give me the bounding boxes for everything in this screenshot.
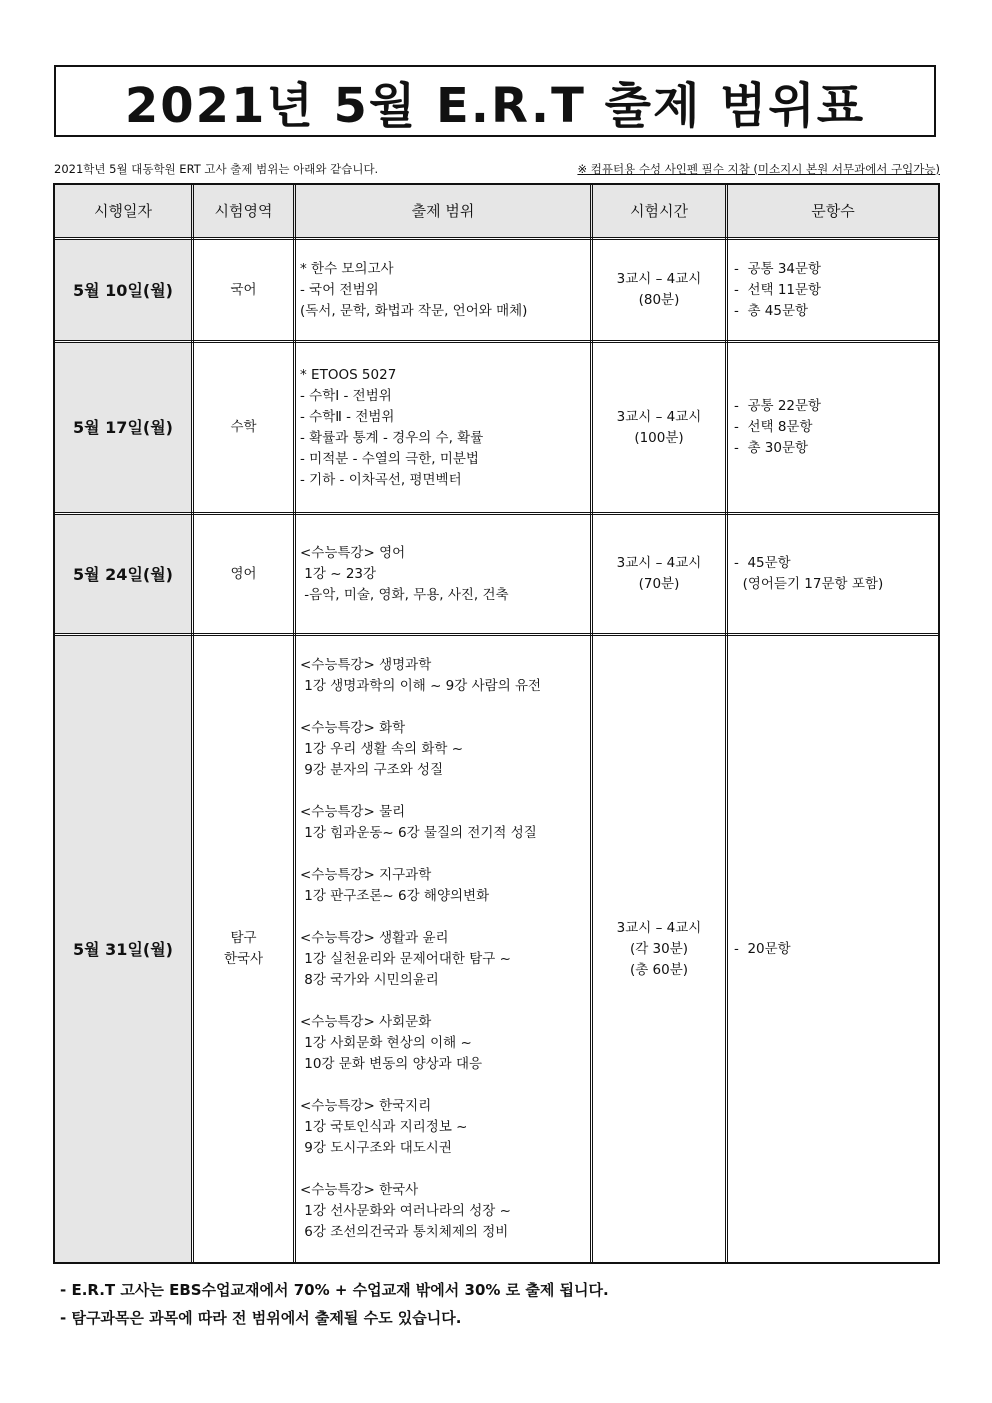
note-2: - 탐구과목은 과목에 따라 전 범위에서 출제될 수도 있습니다.: [60, 1309, 462, 1327]
scope-cell-line: 1강 판구조론~ 6강 해양의변화: [300, 888, 490, 904]
time-cell-line: (70분): [638, 576, 680, 592]
column-divider: [293, 185, 296, 1262]
time-cell-line: 3교시 – 4교시: [616, 271, 702, 287]
questions-cell: [728, 515, 938, 633]
scope-cell: [296, 240, 590, 340]
scope-cell: [296, 515, 590, 633]
scope-cell-line: <수능특강> 한국사: [300, 1182, 419, 1198]
scope-cell-line: <수능특강> 지구과학: [300, 867, 432, 883]
date-cell-line: 5월 17일(월): [73, 418, 173, 437]
time-cell-line: (각 30분): [629, 940, 689, 957]
scope-cell-line: <수능특강> 영어: [300, 544, 406, 561]
date-cell: [55, 515, 191, 633]
scope-cell-line: [300, 781, 590, 802]
scope-cell-line: 1강 실천윤리와 문제어대한 탐구 ~: [300, 951, 511, 967]
scope-cell-line: 6강 조선의건국과 통치체제의 정비: [300, 1224, 509, 1240]
scope-cell-line: 9강 분자의 구조와 성질: [300, 762, 444, 778]
questions-cell-line: - 공통 34문항: [734, 260, 822, 277]
subtitle-left: 2021학년 5월 대동학원 ERT 고사 출제 범위는 아래와 같습니다.: [54, 162, 379, 176]
scope-cell-line: 9강 도시구조와 대도시권: [300, 1140, 452, 1156]
time-cell-line: 3교시 – 4교시: [616, 408, 702, 425]
subject-cell: [194, 343, 293, 512]
table-row: [55, 515, 938, 633]
scope-cell-line: 1강 생명과학의 이해 ~ 9강 사람의 유전: [300, 678, 542, 694]
footer-notes: [60, 1276, 609, 1332]
subject-cell-line: 탐구: [230, 930, 257, 946]
scope-cell: [296, 636, 590, 1262]
questions-cell-line: - 20문항: [734, 940, 791, 957]
time-cell-line: (100분): [634, 429, 684, 446]
scope-cell-line: <수능특강> 물리: [300, 804, 406, 820]
table-row: [55, 343, 938, 512]
scope-cell-line: 1강 사회문화 현상의 이해 ~: [300, 1035, 472, 1051]
date-cell: [55, 240, 191, 340]
scope-cell-line: -음악, 미술, 영화, 무용, 사진, 건축: [300, 586, 509, 603]
questions-cell: [728, 240, 938, 340]
scope-cell-line: <수능특강> 생활과 윤리: [300, 930, 449, 946]
table-row: [55, 636, 938, 1262]
scope-cell-line: [300, 697, 590, 718]
scope-cell-line: <수능특강> 사회문화: [300, 1014, 432, 1030]
scope-cell-line: [300, 1075, 590, 1096]
scope-cell-line: 1강 ~ 23강: [300, 565, 377, 582]
time-cell-line: 3교시 – 4교시: [616, 555, 702, 571]
time-cell-line: 3교시 – 4교시: [616, 919, 702, 936]
date-cell: [55, 343, 191, 512]
header-time: 시험시간: [630, 201, 688, 220]
time-cell: [593, 636, 725, 1262]
table-row: [55, 240, 938, 340]
questions-cell-line: - 45문항: [734, 555, 791, 571]
subject-cell: [194, 636, 293, 1262]
questions-cell-line: - 총 30문항: [734, 440, 809, 456]
exam-scope-table: [53, 183, 940, 1264]
time-cell: [593, 515, 725, 633]
time-cell: [593, 343, 725, 512]
subtitle-right-notice: ※ 컴퓨터용 수성 사인펜 필수 지참 (미소지시 본원 서무과에서 구입가능): [577, 162, 940, 176]
scope-cell-line: [300, 991, 590, 1012]
scope-cell-line: - 수학Ⅱ - 전범위: [300, 408, 395, 425]
scope-cell-line: [300, 1159, 590, 1180]
questions-cell-line: - 공통 22문항: [734, 398, 822, 414]
subject-cell-line: 한국사: [223, 951, 264, 967]
scope-cell-line: - 확률과 통계 - 경우의 수, 확률: [300, 429, 484, 446]
scope-cell-line: * 한수 모의고사: [300, 260, 394, 277]
scope-cell-line: 1강 힘과운동~ 6강 물질의 전기적 성질: [300, 825, 537, 841]
scope-cell-line: <수능특강> 화학: [300, 720, 406, 736]
scope-cell-line: [300, 907, 590, 928]
subject-cell: [194, 515, 293, 633]
date-cell: [55, 636, 191, 1262]
subject-cell-line: 수학: [230, 419, 257, 435]
scope-cell-line: [300, 844, 590, 865]
scope-cell-line: 10강 문화 변동의 양상과 대응: [300, 1056, 483, 1072]
scope-cell-line: 1강 우리 생활 속의 화학 ~: [300, 741, 464, 757]
note-1: - E.R.T 고사는 EBS수업교재에서 70% + 수업교재 밖에서 30% 로 출제 됩니다.: [60, 1281, 609, 1299]
questions-cell-line: - 선택 11문항: [734, 281, 822, 298]
column-divider: [590, 185, 593, 1262]
scope-cell-line: * ETOOS 5027: [300, 366, 397, 383]
date-cell-line: 5월 31일(월): [73, 939, 173, 959]
date-cell-line: 5월 24일(월): [73, 564, 173, 584]
subject-cell-line: 영어: [230, 565, 257, 582]
time-cell-line: (총 60분): [629, 961, 689, 978]
column-divider: [725, 185, 728, 1262]
questions-cell-line: - 선택 8문항: [734, 419, 813, 435]
questions-cell-line: - 총 45문항: [734, 302, 809, 319]
scope-cell-line: <수능특강> 한국지리: [300, 1098, 432, 1114]
header-subject: 시험영역: [214, 201, 273, 220]
header-scope: 출제 범위: [411, 201, 475, 220]
time-cell-line: (80분): [638, 292, 680, 308]
title-box: [54, 65, 936, 137]
subject-cell-line: 국어: [230, 281, 257, 298]
scope-cell: [296, 343, 590, 512]
column-divider: [191, 185, 194, 1262]
questions-cell: [728, 636, 938, 1262]
subject-cell: [194, 240, 293, 340]
questions-cell: [728, 343, 938, 512]
scope-cell-line: 8강 국가와 시민의윤리: [300, 972, 439, 988]
scope-cell-line: (독서, 문학, 화법과 작문, 언어와 매체): [300, 302, 528, 319]
scope-cell-line: - 국어 전범위: [300, 281, 379, 298]
time-cell: [593, 240, 725, 340]
date-cell-line: 5월 10일(월): [73, 280, 173, 300]
header-date: 시행일자: [94, 201, 152, 220]
scope-cell-line: 1강 선사문화와 여러나라의 성장 ~: [300, 1203, 511, 1219]
scope-cell-line: - 수학Ⅰ - 전범위: [300, 387, 392, 404]
scope-cell-line: - 미적분 - 수열의 극한, 미분법: [300, 450, 479, 467]
page-title: 2021년 5월 E.R.T 출제 범위표: [124, 77, 866, 134]
header-questions: 문항수: [811, 201, 855, 220]
subtitle-line: [54, 160, 940, 178]
scope-cell-line: <수능특강> 생명과학: [300, 657, 432, 673]
table-header-row: [55, 185, 938, 237]
scope-cell-line: 1강 국토인식과 지리정보 ~: [300, 1119, 468, 1135]
questions-cell-line: (영어듣기 17문항 포함): [734, 576, 884, 592]
scope-cell-line: - 기하 - 이차곡선, 평면벡터: [300, 471, 462, 488]
